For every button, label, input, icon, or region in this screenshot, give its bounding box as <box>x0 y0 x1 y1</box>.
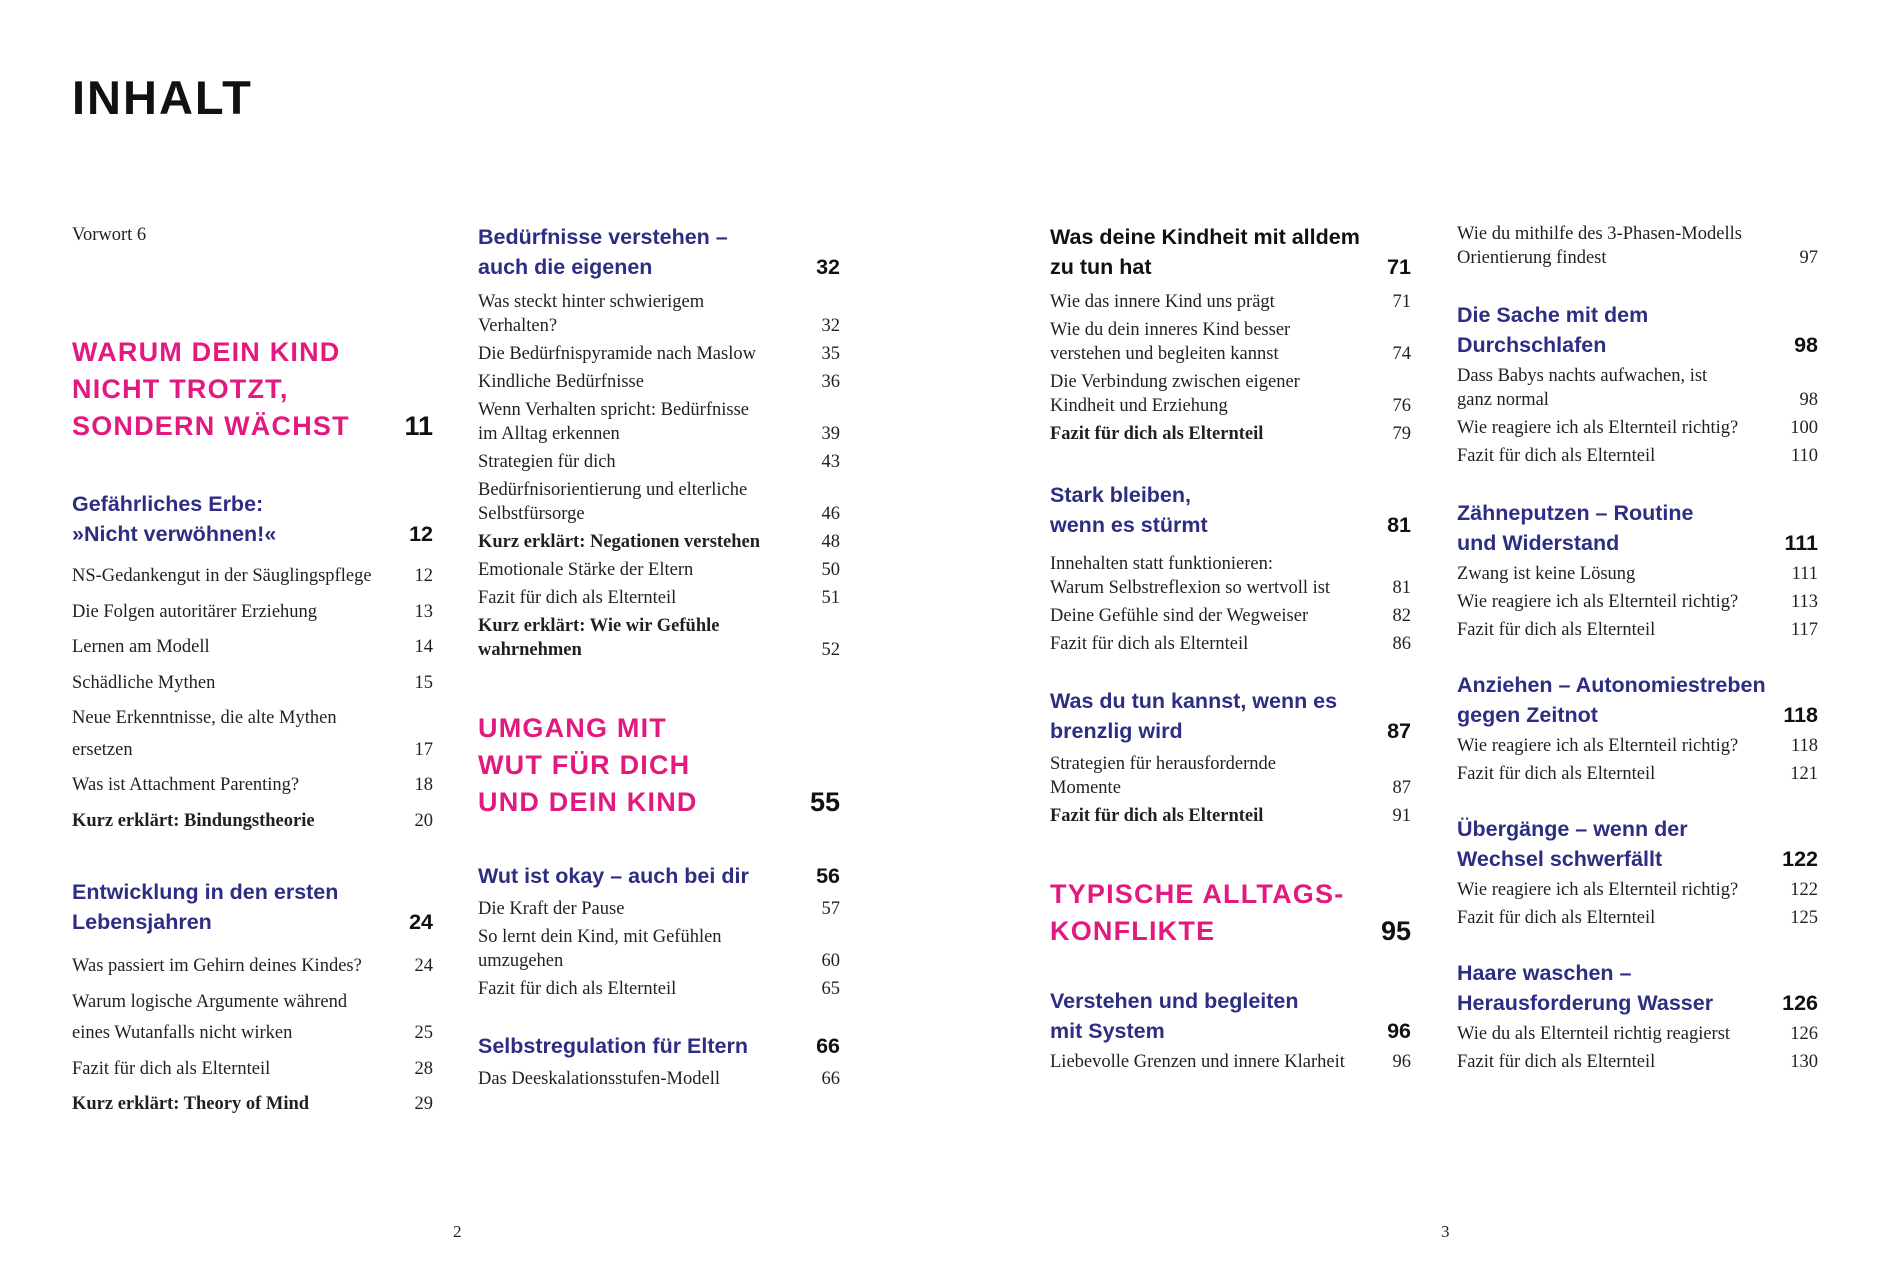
toc-entry <box>478 530 840 554</box>
heading-page-number: 96 <box>1387 1019 1411 1043</box>
entry-page-number: 52 <box>821 640 840 660</box>
heading-page-number: 56 <box>816 864 840 888</box>
entry-title: Fazit für dich als Elternteil <box>478 588 677 608</box>
entry-title: Neue Erkenntnisse, die alte Mythen ersetzen <box>72 708 337 760</box>
heading-title: Anziehen – Autonomiestreben gegen Zeitnot <box>1457 673 1766 727</box>
toc-entry <box>478 370 840 394</box>
toc-section <box>478 861 840 1001</box>
toc-section <box>72 334 433 445</box>
toc-column-3 <box>1050 222 1411 1074</box>
entry-title: Was steckt hinter schwierigem Verhalten? <box>478 292 705 336</box>
toc-column-2 <box>478 222 840 1091</box>
entry-page-number: 35 <box>821 344 840 364</box>
entry-title: Dass Babys nachts aufwachen, ist ganz normal <box>1457 366 1708 410</box>
toc-column-4 <box>1457 222 1818 1074</box>
entry-title: So lernt dein Kind, mit Gefühlen umzugehen <box>478 927 722 971</box>
chapter-heading <box>478 861 840 891</box>
entry-title: Wie reagiere ich als Elternteil richtig? <box>1457 592 1739 612</box>
heading-page-number: 24 <box>409 910 433 934</box>
heading-title: Selbstregulation für Eltern <box>478 1034 748 1058</box>
toc-entry <box>72 806 433 838</box>
toc-section <box>478 1031 840 1091</box>
entry-page-number: 17 <box>414 739 433 760</box>
chapter-heading <box>1457 300 1818 360</box>
chapter-heading <box>1457 814 1818 874</box>
entry-page-number: 65 <box>821 979 840 999</box>
toc-entry <box>72 561 433 593</box>
toc-section <box>1457 958 1818 1074</box>
entry-page-number: 125 <box>1790 908 1818 928</box>
heading-page-number: 87 <box>1387 719 1411 743</box>
entry-page-number: 50 <box>821 560 840 580</box>
toc-section <box>1050 480 1411 656</box>
toc-entry <box>72 597 433 629</box>
entry-page-number: 66 <box>821 1069 840 1089</box>
entry-page-number: 111 <box>1791 564 1818 584</box>
toc-entry <box>478 290 840 338</box>
heading-title: Die Sache mit dem Durchschlafen <box>1457 303 1649 357</box>
part-heading <box>478 710 840 821</box>
heading-page-number: 98 <box>1794 333 1818 357</box>
entry-page-number: 110 <box>1790 446 1818 466</box>
entry-page-number: 48 <box>821 532 840 552</box>
entry-page-number: 98 <box>1799 390 1818 410</box>
toc-entry <box>1050 752 1411 800</box>
toc-entry <box>1457 1022 1818 1046</box>
toc-entry <box>478 398 840 446</box>
toc-section <box>1457 222 1818 270</box>
entry-page-number: 28 <box>414 1058 433 1079</box>
heading-page-number: 11 <box>404 411 433 441</box>
toc-column-1 <box>72 222 433 1121</box>
chapter-heading <box>478 222 840 282</box>
entry-title: Strategien für dich <box>478 452 616 472</box>
chapter-heading <box>1050 222 1411 282</box>
entry-title: Wie du dein inneres Kind besser verstehen und begleiten kannst <box>1050 320 1291 364</box>
toc-entry <box>1457 878 1818 902</box>
heading-page-number: 71 <box>1387 255 1411 279</box>
toc-entry <box>1050 632 1411 656</box>
toc-entry <box>1457 562 1818 586</box>
entry-title: Die Bedürfnispyramide nach Maslow <box>478 344 756 364</box>
toc-entry <box>1457 416 1818 440</box>
chapter-heading <box>1457 498 1818 558</box>
entry-page-number: 121 <box>1790 764 1818 784</box>
heading-page-number: 111 <box>1784 531 1818 555</box>
toc-entry <box>1457 762 1818 786</box>
entry-title: Strategien für herausfordernde Momente <box>1050 754 1277 798</box>
entry-page-number: 74 <box>1392 344 1411 364</box>
entry-page-number: 91 <box>1392 806 1411 826</box>
chapter-heading <box>1050 986 1411 1046</box>
toc-entry <box>72 770 433 802</box>
toc-entry <box>72 1054 433 1086</box>
entry-title: Kindliche Bedürfnisse <box>478 372 644 392</box>
entry-title: Was ist Attachment Parenting? <box>72 775 300 795</box>
heading-page-number: 55 <box>809 787 840 817</box>
entry-title: Die Verbindung zwischen eigener Kindheit und Erziehung <box>1050 372 1300 416</box>
entry-title: Fazit für dich als Elternteil <box>1457 620 1656 640</box>
page-title: INHALT <box>72 71 253 124</box>
toc-entry <box>478 977 840 1001</box>
preface-entry: Vorwort 6 <box>72 225 147 245</box>
entry-page-number: 60 <box>821 951 840 971</box>
entry-page-number: 113 <box>1790 592 1818 612</box>
toc-entry <box>478 614 840 662</box>
entry-page-number: 117 <box>1790 620 1818 640</box>
entry-title: Kurz erklärt: Theory of Mind <box>72 1094 310 1114</box>
heading-title: Was deine Kindheit mit alldem zu tun hat <box>1050 225 1360 279</box>
chapter-heading <box>1050 686 1411 746</box>
toc-entry <box>478 897 840 921</box>
entry-title: Kurz erklärt: Wie wir Gefühle wahrnehmen <box>478 616 720 660</box>
entry-title: Wie reagiere ich als Elternteil richtig? <box>1457 736 1739 756</box>
entry-title: Wie du als Elternteil richtig reagierst <box>1457 1024 1731 1044</box>
heading-title: Entwicklung in den ersten Lebensjahren <box>72 880 339 934</box>
entry-title: Wenn Verhalten spricht: Bedürfnisse im Alltag erkennen <box>478 400 749 444</box>
toc-entry <box>1457 364 1818 412</box>
entry-title: Die Folgen autoritärer Erziehung <box>72 601 318 622</box>
entry-title: Wie reagiere ich als Elternteil richtig? <box>1457 418 1739 438</box>
entry-page-number: 39 <box>821 424 840 444</box>
entry-page-number: 13 <box>414 601 433 622</box>
toc-section <box>478 222 840 662</box>
entry-title: Fazit für dich als Elternteil <box>1457 446 1656 466</box>
entry-title: Wie reagiere ich als Elternteil richtig? <box>1457 880 1739 900</box>
toc-entry <box>478 925 840 973</box>
toc-entry <box>72 632 433 664</box>
heading-title: Gefährliches Erbe: »Nicht verwöhnen!« <box>72 492 277 546</box>
entry-title: Zwang ist keine Lösung <box>1457 564 1636 584</box>
entry-page-number: 79 <box>1392 424 1411 444</box>
entry-title: Fazit für dich als Elternteil <box>1457 908 1656 928</box>
chapter-heading <box>1050 480 1411 540</box>
toc-entry <box>1457 734 1818 758</box>
toc-entry <box>72 987 433 1050</box>
entry-title: Fazit für dich als Elternteil <box>478 979 677 999</box>
entry-title: NS-Gedankengut in der Säuglingspflege <box>72 566 372 586</box>
entry-page-number: 36 <box>821 372 840 392</box>
entry-title: Fazit für dich als Elternteil <box>1050 634 1249 654</box>
entry-page-number: 118 <box>1790 736 1818 756</box>
heading-page-number: 12 <box>409 522 433 546</box>
toc-section <box>1457 498 1818 642</box>
entry-page-number: 46 <box>821 504 840 524</box>
heading-title: Bedürfnisse verstehen – auch die eigenen <box>478 225 728 279</box>
toc-section <box>1050 876 1411 950</box>
toc-entry <box>1457 1050 1818 1074</box>
toc-section <box>72 489 433 837</box>
entry-page-number: 25 <box>414 1023 433 1043</box>
toc-entry <box>478 586 840 610</box>
heading-page-number: 32 <box>816 255 840 279</box>
heading-title: Wut ist okay – auch bei dir <box>478 864 749 888</box>
toc-entry <box>1457 906 1818 930</box>
heading-title: UMGANG MIT WUT FÜR DICH UND DEIN KIND <box>478 713 698 817</box>
heading-title: Haare waschen – Herausforderung Wasser <box>1457 961 1714 1015</box>
entry-title: Emotionale Stärke der Eltern <box>478 560 694 580</box>
entry-page-number: 87 <box>1392 778 1411 798</box>
toc-section <box>1457 670 1818 786</box>
toc-entry <box>478 558 840 582</box>
toc-section <box>72 877 433 1121</box>
toc-entry <box>72 1089 433 1121</box>
entry-page-number: 97 <box>1799 248 1818 268</box>
entry-page-number: 14 <box>414 637 433 657</box>
entry-title: Kurz erklärt: Bindungstheorie <box>72 810 315 831</box>
toc-section <box>1457 814 1818 930</box>
heading-page-number: 126 <box>1782 991 1818 1015</box>
toc-entry <box>72 703 433 766</box>
entry-title: Deine Gefühle sind der Wegweiser <box>1050 606 1309 626</box>
entry-page-number: 15 <box>414 672 433 693</box>
toc-entry <box>1457 222 1818 270</box>
heading-page-number: 66 <box>816 1034 840 1058</box>
entry-page-number: 43 <box>821 452 840 472</box>
entry-page-number: 51 <box>821 588 840 608</box>
chapter-heading <box>478 1031 840 1061</box>
toc-entry <box>478 450 840 474</box>
entry-page-number: 57 <box>821 899 840 919</box>
toc-entry <box>72 951 433 983</box>
entry-title: Warum logische Argumente während eines Wutanfalls nicht wirken <box>72 991 348 1043</box>
entry-title: Wie das innere Kind uns prägt <box>1050 292 1275 312</box>
entry-title: Fazit für dich als Elternteil <box>72 1058 271 1079</box>
entry-page-number: 86 <box>1392 634 1411 654</box>
entry-page-number: 130 <box>1790 1052 1818 1072</box>
entry-title: Fazit für dich als Elternteil <box>1050 806 1264 826</box>
toc-section <box>1050 686 1411 828</box>
toc-section <box>1050 222 1411 446</box>
heading-title: Übergänge – wenn der Wechsel schwerfällt <box>1457 817 1688 871</box>
entry-page-number: 24 <box>414 956 433 976</box>
heading-page-number: 95 <box>1380 916 1411 946</box>
entry-page-number: 12 <box>414 566 433 586</box>
heading-title: TYPISCHE ALLTAGS- KONFLIKTE <box>1050 879 1345 946</box>
heading-title: Stark bleiben, wenn es stürmt <box>1050 483 1208 537</box>
entry-page-number: 100 <box>1790 418 1818 438</box>
entry-page-number: 29 <box>414 1094 433 1114</box>
toc-entry <box>478 1067 840 1091</box>
toc-entry <box>1050 1050 1411 1074</box>
entry-title: Fazit für dich als Elternteil <box>1050 424 1264 444</box>
heading-page-number: 118 <box>1783 703 1818 727</box>
entry-page-number: 76 <box>1392 396 1411 416</box>
entry-title: Kurz erklärt: Negationen verstehen <box>478 532 761 552</box>
entry-page-number: 122 <box>1790 880 1818 900</box>
page-number-right: 3 <box>1441 1222 1450 1241</box>
heading-page-number: 81 <box>1387 513 1411 537</box>
entry-title: Was passiert im Gehirn deines Kindes? <box>72 956 362 976</box>
entry-title: Innehalten statt funktionieren: Warum Selbstreflexion so wertvoll ist <box>1050 554 1331 598</box>
entry-page-number: 82 <box>1392 606 1411 626</box>
toc-entry <box>478 478 840 526</box>
toc-entry <box>1050 370 1411 418</box>
toc-entry <box>72 668 433 700</box>
heading-page-number: 122 <box>1782 847 1818 871</box>
toc-entry <box>1050 422 1411 446</box>
entry-title: Das Deeskalationsstufen-Modell <box>478 1069 720 1089</box>
toc-entry <box>1050 804 1411 828</box>
toc-entry <box>1457 444 1818 468</box>
chapter-heading <box>1457 670 1818 730</box>
entry-page-number: 32 <box>821 316 840 336</box>
toc-entry <box>1050 318 1411 366</box>
entry-page-number: 18 <box>414 775 433 795</box>
heading-title: Verstehen und begleiten mit System <box>1050 989 1299 1043</box>
part-heading <box>72 334 433 445</box>
entry-title: Fazit für dich als Elternteil <box>1457 764 1656 784</box>
toc-entry <box>1050 290 1411 314</box>
page-number-left: 2 <box>453 1222 462 1241</box>
entry-title: Lernen am Modell <box>72 637 210 657</box>
toc-entry <box>1457 590 1818 614</box>
entry-page-number: 81 <box>1392 578 1411 598</box>
chapter-heading <box>72 877 433 937</box>
toc-section <box>1050 986 1411 1074</box>
entry-title: Die Kraft der Pause <box>478 899 625 919</box>
heading-title: WARUM DEIN KIND NICHT TROTZT, SONDERN WÄCHST <box>72 337 350 441</box>
entry-title: Bedürfnisorientierung und elterliche Selbstfürsorge <box>478 480 748 524</box>
toc-entry <box>1457 618 1818 642</box>
entry-page-number: 126 <box>1790 1024 1818 1044</box>
heading-title: Was du tun kannst, wenn es brenzlig wird <box>1050 689 1338 743</box>
chapter-heading <box>1457 958 1818 1018</box>
entry-title: Liebevolle Grenzen und innere Klarheit <box>1050 1052 1345 1072</box>
entry-title: Schädliche Mythen <box>72 672 216 693</box>
heading-title: Zähneputzen – Routine und Widerstand <box>1457 501 1694 555</box>
chapter-heading <box>72 489 433 549</box>
toc-section <box>1457 300 1818 468</box>
entry-page-number: 71 <box>1392 292 1411 312</box>
toc-entry <box>478 342 840 366</box>
entry-page-number: 20 <box>414 810 433 831</box>
toc-entry <box>1050 604 1411 628</box>
toc-entry <box>1050 552 1411 600</box>
part-heading <box>1050 876 1411 950</box>
entry-title: Fazit für dich als Elternteil <box>1457 1052 1656 1072</box>
entry-title: Wie du mithilfe des 3-Phasen-Modells Orientierung findest <box>1457 224 1742 268</box>
toc-section <box>478 710 840 821</box>
entry-page-number: 96 <box>1392 1052 1411 1072</box>
